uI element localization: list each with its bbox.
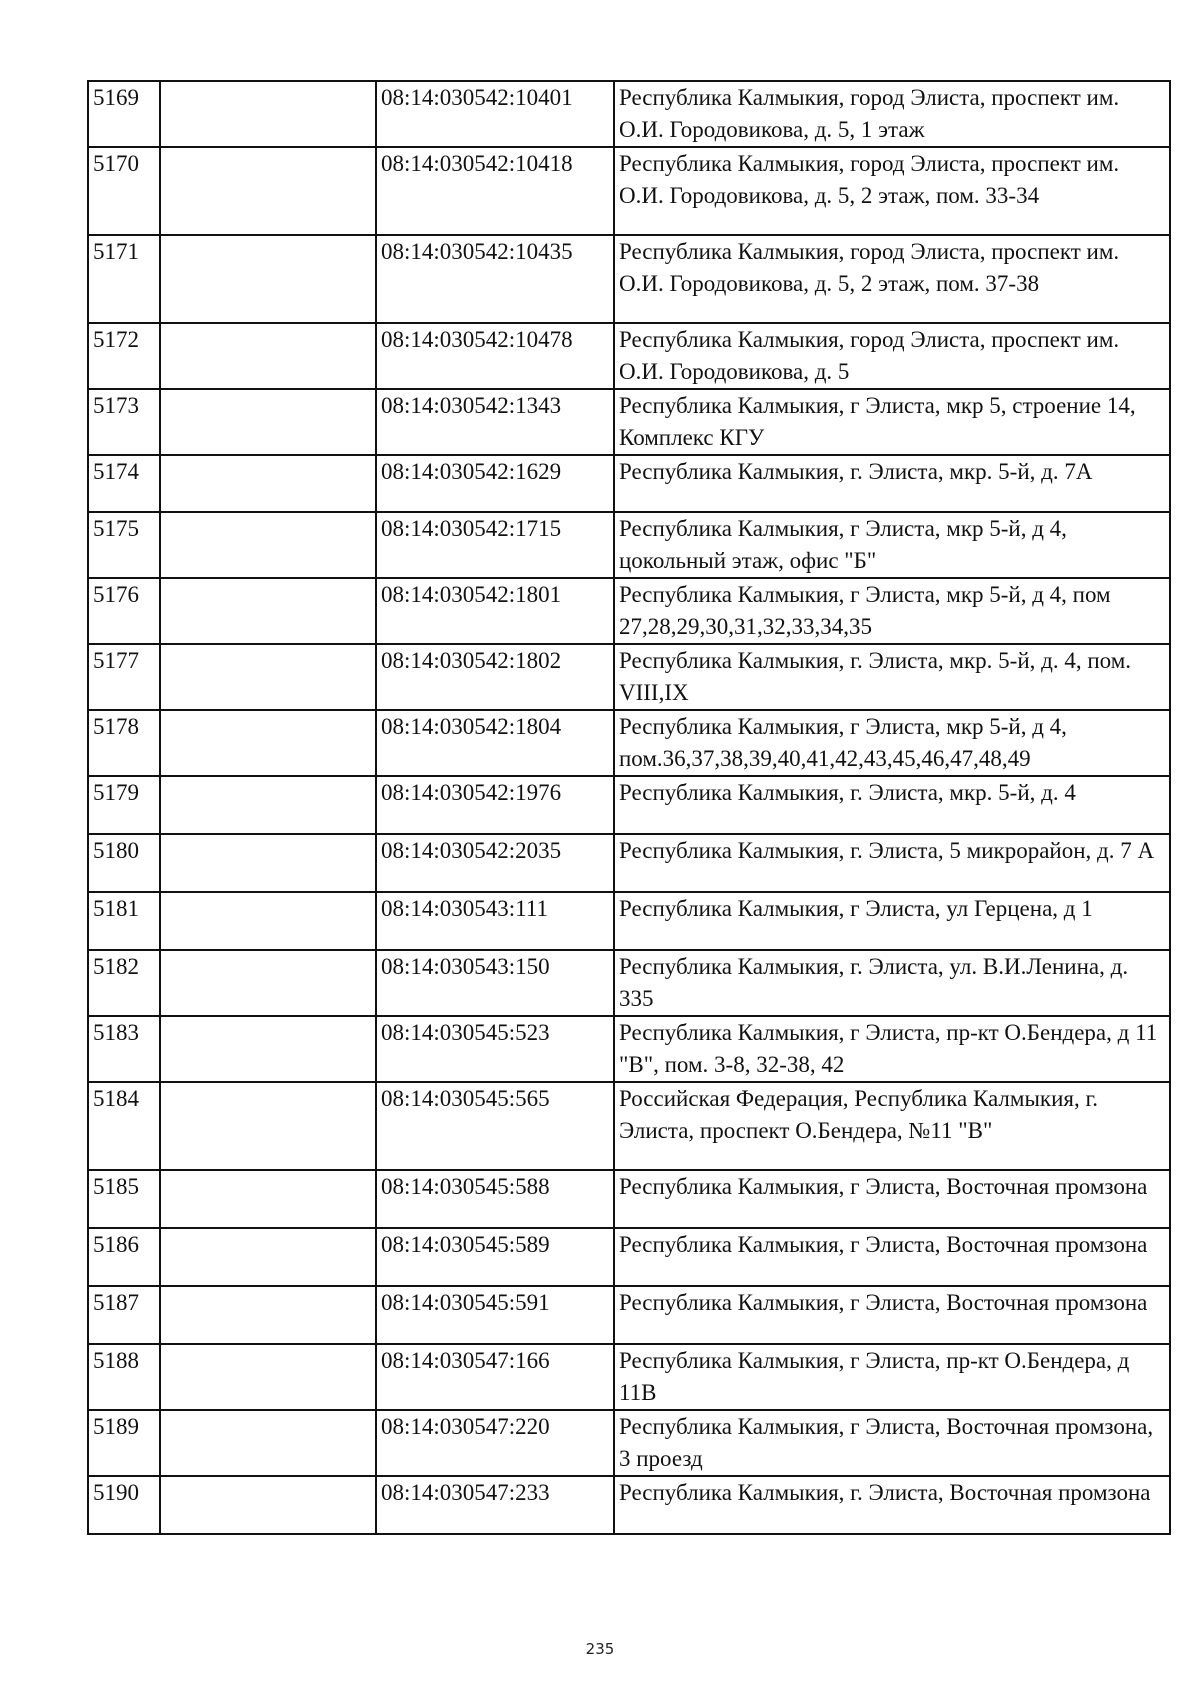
table-row: [88, 710, 1170, 776]
table-row: [88, 1170, 1170, 1228]
address-cell: Республика Калмыкия, г. Элиста, мкр. 5-й, д. 7А: [614, 455, 1170, 512]
cadastral-number-cell: 08:14:030545:591: [376, 1286, 614, 1344]
row-number-cell: 5171: [88, 235, 160, 323]
table-row: [88, 455, 1170, 512]
row-number-cell: 5172: [88, 323, 160, 389]
address-cell: Республика Калмыкия, г. Элиста, мкр. 5-й, д. 4, пом. VIII,IX: [614, 644, 1170, 710]
table-row: [88, 892, 1170, 950]
cadastral-number-cell: 08:14:030545:589: [376, 1228, 614, 1286]
cadastral-number-cell: 08:14:030542:1343: [376, 389, 614, 455]
row-number-cell: 5186: [88, 1228, 160, 1286]
row-number-cell: 5185: [88, 1170, 160, 1228]
row-extra-cell: [160, 776, 376, 834]
table-row: [88, 776, 1170, 834]
row-extra-cell: [160, 1170, 376, 1228]
row-number-cell: 5188: [88, 1344, 160, 1410]
address-cell: Республика Калмыкия, город Элиста, проспект им. О.И. Городовикова, д. 5: [614, 323, 1170, 389]
row-number-cell: 5170: [88, 147, 160, 235]
row-extra-cell: [160, 1082, 376, 1170]
row-extra-cell: [160, 1476, 376, 1534]
row-extra-cell: [160, 81, 376, 147]
row-extra-cell: [160, 323, 376, 389]
table-row: [88, 1286, 1170, 1344]
cadastral-number-cell: 08:14:030545:588: [376, 1170, 614, 1228]
address-cell: Республика Калмыкия, город Элиста, проспект им. О.И. Городовикова, д. 5, 2 этаж, пом. 37-38: [614, 235, 1170, 323]
row-number-cell: 5169: [88, 81, 160, 147]
row-number-cell: 5180: [88, 834, 160, 892]
cadastral-number-cell: 08:14:030542:10401: [376, 81, 614, 147]
address-cell: Республика Калмыкия, г. Элиста, мкр. 5-й, д. 4: [614, 776, 1170, 834]
address-cell: Республика Калмыкия, г Элиста, мкр 5-й, д 4, пом 27,28,29,30,31,32,33,34,35: [614, 578, 1170, 644]
page-number: 235: [585, 1640, 615, 1658]
table-row: [88, 147, 1170, 235]
row-extra-cell: [160, 1286, 376, 1344]
table-row: [88, 1228, 1170, 1286]
row-number-cell: 5178: [88, 710, 160, 776]
address-cell: Республика Калмыкия, г Элиста, ул Герцена, д 1: [614, 892, 1170, 950]
row-extra-cell: [160, 1344, 376, 1410]
row-number-cell: 5179: [88, 776, 160, 834]
table-row: [88, 1476, 1170, 1534]
row-number-cell: 5182: [88, 950, 160, 1016]
table-row: [88, 323, 1170, 389]
address-cell: Республика Калмыкия, город Элиста, проспект им. О.И. Городовикова, д. 5, 1 этаж: [614, 81, 1170, 147]
cadastral-number-cell: 08:14:030542:1802: [376, 644, 614, 710]
cadastral-number-cell: 08:14:030547:166: [376, 1344, 614, 1410]
row-extra-cell: [160, 710, 376, 776]
cadastral-number-cell: 08:14:030542:2035: [376, 834, 614, 892]
row-extra-cell: [160, 1228, 376, 1286]
address-cell: Республика Калмыкия, г Элиста, мкр 5, строение 14, Комплекс КГУ: [614, 389, 1170, 455]
row-number-cell: 5181: [88, 892, 160, 950]
cadastral-number-cell: 08:14:030545:523: [376, 1016, 614, 1082]
row-number-cell: 5173: [88, 389, 160, 455]
cadastral-number-cell: 08:14:030543:150: [376, 950, 614, 1016]
address-cell: Республика Калмыкия, г Элиста, Восточная промзона: [614, 1228, 1170, 1286]
table-row: [88, 950, 1170, 1016]
cadastral-number-cell: 08:14:030547:233: [376, 1476, 614, 1534]
row-extra-cell: [160, 389, 376, 455]
address-cell: Республика Калмыкия, г Элиста, Восточная промзона: [614, 1286, 1170, 1344]
property-registry-table: [87, 80, 1171, 1535]
address-cell: Республика Калмыкия, г Элиста, Восточная промзона, 3 проезд: [614, 1410, 1170, 1476]
cadastral-number-cell: 08:14:030542:1715: [376, 512, 614, 578]
cadastral-number-cell: 08:14:030547:220: [376, 1410, 614, 1476]
address-cell: Республика Калмыкия, г Элиста, пр-кт О.Бендера, д 11В: [614, 1344, 1170, 1410]
address-cell: Республика Калмыкия, г. Элиста, 5 микрорайон, д. 7 А: [614, 834, 1170, 892]
row-extra-cell: [160, 578, 376, 644]
address-cell: Республика Калмыкия, г Элиста, Восточная промзона: [614, 1170, 1170, 1228]
table-row: [88, 578, 1170, 644]
row-extra-cell: [160, 834, 376, 892]
table-row: [88, 512, 1170, 578]
table-row: [88, 389, 1170, 455]
table-row: [88, 1410, 1170, 1476]
row-number-cell: 5183: [88, 1016, 160, 1082]
row-number-cell: 5177: [88, 644, 160, 710]
row-extra-cell: [160, 147, 376, 235]
cadastral-number-cell: 08:14:030542:10435: [376, 235, 614, 323]
table-row: [88, 81, 1170, 147]
table-row: [88, 235, 1170, 323]
cadastral-number-cell: 08:14:030542:10478: [376, 323, 614, 389]
row-number-cell: 5190: [88, 1476, 160, 1534]
row-extra-cell: [160, 1016, 376, 1082]
row-number-cell: 5189: [88, 1410, 160, 1476]
cadastral-number-cell: 08:14:030542:1629: [376, 455, 614, 512]
row-number-cell: 5176: [88, 578, 160, 644]
row-extra-cell: [160, 950, 376, 1016]
row-extra-cell: [160, 455, 376, 512]
table-row: [88, 644, 1170, 710]
address-cell: Республика Калмыкия, г Элиста, мкр 5-й, д 4, цокольный этаж, офис "Б": [614, 512, 1170, 578]
address-cell: Республика Калмыкия, г. Элиста, ул. В.И.Ленина, д. 335: [614, 950, 1170, 1016]
table-row: [88, 1082, 1170, 1170]
row-number-cell: 5187: [88, 1286, 160, 1344]
row-extra-cell: [160, 512, 376, 578]
row-number-cell: 5175: [88, 512, 160, 578]
cadastral-number-cell: 08:14:030542:10418: [376, 147, 614, 235]
row-number-cell: 5184: [88, 1082, 160, 1170]
cadastral-number-cell: 08:14:030543:111: [376, 892, 614, 950]
row-extra-cell: [160, 644, 376, 710]
address-cell: Республика Калмыкия, город Элиста, проспект им. О.И. Городовикова, д. 5, 2 этаж, пом. 33-34: [614, 147, 1170, 235]
row-extra-cell: [160, 1410, 376, 1476]
cadastral-number-cell: 08:14:030545:565: [376, 1082, 614, 1170]
address-cell: Российская Федерация, Республика Калмыкия, г. Элиста, проспект О.Бендера, №11 "В": [614, 1082, 1170, 1170]
cadastral-number-cell: 08:14:030542:1804: [376, 710, 614, 776]
address-cell: Республика Калмыкия, г Элиста, пр-кт О.Бендера, д 11 "В", пом. 3-8, 32-38, 42: [614, 1016, 1170, 1082]
table-row: [88, 1344, 1170, 1410]
cadastral-number-cell: 08:14:030542:1801: [376, 578, 614, 644]
row-number-cell: 5174: [88, 455, 160, 512]
table-row: [88, 834, 1170, 892]
table-row: [88, 1016, 1170, 1082]
registry-table-body: [88, 81, 1170, 1534]
row-extra-cell: [160, 892, 376, 950]
address-cell: Республика Калмыкия, г. Элиста, Восточная промзона: [614, 1476, 1170, 1534]
row-extra-cell: [160, 235, 376, 323]
cadastral-number-cell: 08:14:030542:1976: [376, 776, 614, 834]
address-cell: Республика Калмыкия, г Элиста, мкр 5-й, д 4, пом.36,37,38,39,40,41,42,43,45,46,47,48,49: [614, 710, 1170, 776]
